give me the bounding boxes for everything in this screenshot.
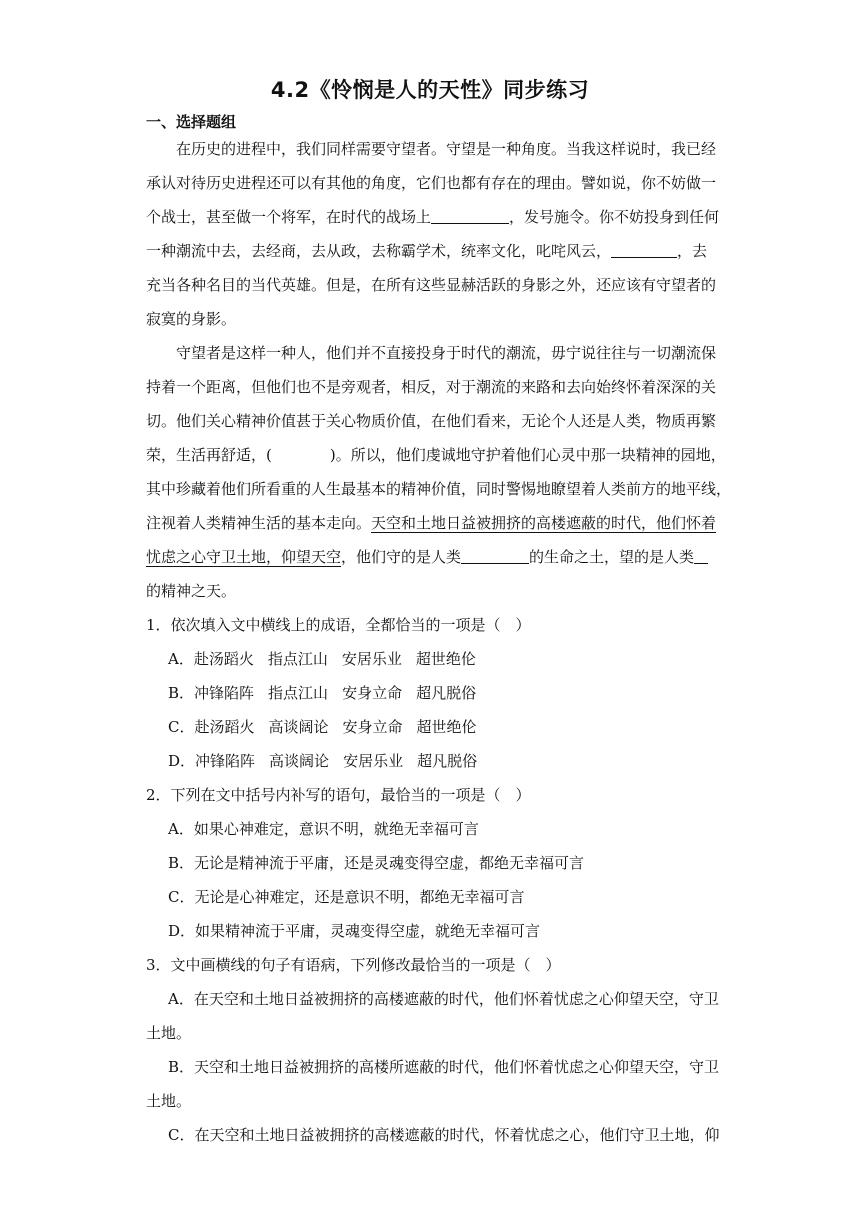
underlined-sentence: 忧虑之心守卫土地，仰望天空 — [146, 548, 342, 566]
fill-blank — [431, 205, 509, 224]
passage-line — [146, 234, 716, 268]
passage-text: 个战士，甚至做一个将军，在时代的战场上 — [146, 208, 432, 226]
passage-text: ，发号施令。你不妨投身到任何 — [509, 208, 720, 226]
answer-option-b[interactable]: B．无论是精神流于平庸，还是灵魂变得空虚，都绝无幸福可言 — [168, 854, 585, 872]
passage-line — [146, 506, 716, 540]
passage-line — [146, 200, 720, 234]
answer-option-b[interactable]: B．冲锋陷阵 指点江山 安身立命 超凡脱俗 — [168, 684, 477, 702]
fill-blank — [694, 545, 708, 564]
passage-text: 一种潮流中去，去经商，去从政，去称霸学术，统率文化，叱咤风云， — [146, 242, 612, 260]
page-title: 4.2《怜悯是人的天性》同步练习 — [270, 78, 590, 102]
passage-line: 承认对待历史进程还可以有其他的角度，它们也都有存在的理由。譬如说，你不妨做一 — [146, 174, 717, 192]
passage-line: 的精神之天。 — [146, 582, 237, 600]
passage-line: 持着一个距离，但他们也不是旁观者，相反，对于潮流的来路和去向始终怀着深深的关 — [146, 378, 717, 396]
section-heading: 一、选择题组 — [146, 113, 237, 131]
passage-line: 切。他们关心精神价值甚于关心物质价值，在他们看来，无论个人还是人类，物质再繁 — [146, 412, 717, 430]
passage-text: 注视着人类精神生活的基本走向。 — [146, 514, 372, 532]
answer-option-a[interactable]: A．赴汤蹈火 指点江山 安居乐业 超世绝伦 — [168, 650, 476, 668]
passage-line: 寂寞的身影。 — [146, 310, 237, 328]
passage-text: ，去 — [677, 242, 708, 260]
passage-line — [146, 438, 726, 472]
answer-option-c[interactable]: C．赴汤蹈火 高谈阔论 安身立命 超世绝伦 — [168, 718, 477, 736]
answer-option-b-continued[interactable]: 土地。 — [146, 1092, 192, 1110]
question-stem: 1．依次填入文中横线上的成语，全都恰当的一项是（ ） — [146, 616, 531, 634]
passage-text: )。所以，他们虔诚地守护着他们心灵中那一块精神的园地， — [329, 446, 726, 464]
answer-option-c[interactable]: C．在天空和土地日益被拥挤的高楼遮蔽的时代，怀着忧虑之心，他们守卫土地，仰 — [168, 1126, 720, 1144]
answer-option-a[interactable]: A．在天空和土地日益被拥挤的高楼遮蔽的时代，他们怀着忧虑之心仰望天空，守卫 — [168, 990, 719, 1008]
answer-option-b[interactable]: B．天空和土地日益被拥挤的高楼所遮蔽的时代，他们怀着忧虑之心仰望天空，守卫 — [168, 1058, 720, 1076]
answer-option-d[interactable]: D．冲锋陷阵 高谈阔论 安居乐业 超凡脱俗 — [168, 752, 478, 770]
passage-text: 荣，生活再舒适，( — [146, 446, 272, 464]
answer-option-d[interactable]: D．如果精神流于平庸，灵魂变得空虚，就绝无幸福可言 — [168, 922, 541, 940]
fill-blank — [611, 239, 677, 258]
answer-option-a-continued[interactable]: 土地。 — [146, 1024, 192, 1042]
passage-text: 的生命之土，望的是人类 — [529, 548, 695, 566]
passage-line: 守望者是这样一种人，他们并不直接投身于时代的潮流，毋宁说往往与一切潮流保 — [176, 344, 717, 362]
passage-text: ，他们守的是人类 — [341, 548, 462, 566]
passage-line: 在历史的进程中，我们同样需要守望者。守望是一种角度。当我这样说时，我已经 — [176, 140, 717, 158]
question-stem: 2．下列在文中括号内补写的语句，最恰当的一项是（ ） — [146, 786, 531, 804]
answer-option-a[interactable]: A．如果心神难定，意识不明，就绝无幸福可言 — [168, 820, 479, 838]
underlined-sentence: 天空和土地日益被拥挤的高楼遮蔽的时代，他们怀着 — [371, 514, 717, 532]
question-stem: 3．文中画横线的句子有语病，下列修改最恰当的一项是（ ） — [146, 956, 561, 974]
passage-line: 其中珍藏着他们所看重的人生最基本的精神价值，同时警惕地瞭望着人类前方的地平线， — [146, 480, 732, 498]
passage-line: 充当各种名目的当代英雄。但是，在所有这些显赫活跃的身影之外，还应该有守望者的 — [146, 276, 717, 294]
passage-line — [146, 540, 716, 574]
fill-blank — [461, 545, 529, 564]
answer-option-c[interactable]: C．无论是心神难定，还是意识不明，都绝无幸福可言 — [168, 888, 525, 906]
